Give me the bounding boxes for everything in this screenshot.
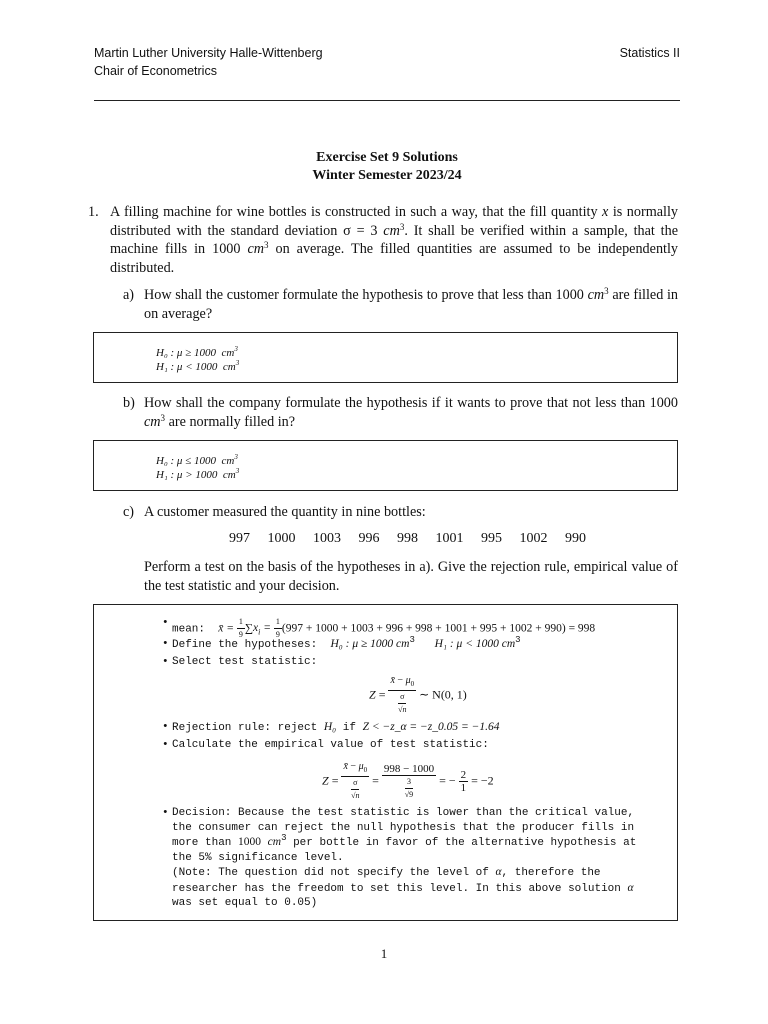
- problem-var-x: x: [602, 204, 609, 220]
- solution-decision: • Decision: Because the test statistic is lower than the critical value, the consumer can reject the null hypothesis that the producer fills in more than 1000 $cm^3$ per bottle in favor of the alternative hypothesis at the 5% significance level. (Note: The question did not specify the level of α, therefore the researcher has the freedom to set this level. In this above solution α was set equal to 0.05): [162, 807, 637, 909]
- measurement-values: 997 1000 1003 996 998 1001 995 1002 990: [229, 531, 586, 546]
- problem-text-a: A filling machine for wine bottles is constructed in such a way, that the fill quantity: [110, 204, 598, 220]
- solution-mean: • mean: x̄ = $\frac{1}{9}$ $\sum x_i$ = $\frac{1}{9}$ (997 + 1000 + 1003 + 996 + 998 + 1001 + 995 + 1002 + 990) = 998: [162, 617, 596, 639]
- course-name: Statistics II: [619, 46, 680, 60]
- part-c-solution-box: [93, 604, 678, 921]
- solution-calc: • Calculate the empirical value of test statistic:: [162, 739, 489, 751]
- part-b-h1: H₁ : μ > 1000 $cm^3$: [156, 467, 240, 481]
- part-a-label: a): [123, 287, 135, 303]
- page-number: 1: [380, 946, 388, 961]
- part-a-answer-box: [93, 332, 678, 383]
- part-b-question: How shall the company formulate the hypothesis if it wants to prove that not less than 1000 $cm^3$ are normally filled in?: [144, 395, 678, 430]
- solution-select: • Select test statistic:: [162, 656, 318, 668]
- problem-text-c: . It shall be verified within a sample, that the machine fills in 1000: [110, 222, 678, 257]
- part-b-label: b): [123, 395, 135, 411]
- problem-text-b: is normally distributed with the standard deviation σ = 3: [110, 204, 679, 239]
- part-b-answer-box: [93, 440, 678, 491]
- problem-unit-1: cm: [383, 222, 400, 239]
- part-c-question: A customer measured the quantity in nine bottles:: [144, 504, 426, 520]
- solution-rejection: • Rejection rule: reject H₀ if Z < −z_α = −z_0.05 = −1.64: [162, 721, 500, 734]
- test-statistic-formula: Z = $\frac{x̄ - \mu_0}{\frac{\sigma}{√n}}$ ∼ N(0, 1): [369, 675, 467, 714]
- part-a-question: How shall the customer formulate the hypothesis to prove that less than 1000 $cm^3$ are filled in on average?: [144, 286, 679, 322]
- problem-unit-2: cm: [247, 241, 265, 257]
- empirical-value-formula: Z = $\frac{x̄ - \mu_0}{\frac{\sigma}{√n}}$ = $\frac{998 - 1000}{\frac{3}{√9}}$ = − $\frac{2}{1}$ = −2: [322, 761, 494, 800]
- university-name: Martin Luther University Halle-Wittenberg: [94, 46, 323, 60]
- title-line-2: Winter Semester 2023/24: [312, 168, 462, 183]
- problem-statement: A filling machine for wine bottles is constructed in such a way, that the fill quantity x is normally distributed with the standard deviation σ = 3 $cm^3$. It shall be verified within a sample, that the machine fills in 1000 $cm^3$ on average. The filled quantities are assumed to be independently distributed.: [110, 204, 679, 276]
- part-a-h0: H₀ : μ ≥ 1000 $cm^3$: [156, 345, 238, 359]
- part-c-instruction: Perform a test on the basis of the hypotheses in a). Give the rejection rule, empirical value of the test statistic and your decision.: [144, 559, 678, 594]
- problem-number: 1.: [88, 204, 99, 220]
- header-divider: [94, 100, 680, 101]
- solution-define: • Define the hypotheses: H₀ : μ ≥ 1000 $cm^3$ H₁ : μ < 1000 $cm^3$: [162, 635, 521, 651]
- title-line-1: Exercise Set 9 Solutions: [316, 150, 458, 165]
- part-a-h1: H₁ : μ < 1000 $cm^3$: [156, 359, 240, 373]
- part-b-h0: H₀ : μ ≤ 1000 $cm^3$: [156, 453, 238, 467]
- header-left: [94, 44, 323, 80]
- chair-name: Chair of Econometrics: [94, 64, 217, 78]
- problem-text-d: on average. The filled quantities are assumed to be independently distributed.: [110, 241, 679, 276]
- document-title: [94, 149, 680, 185]
- part-c-label: c): [123, 504, 135, 520]
